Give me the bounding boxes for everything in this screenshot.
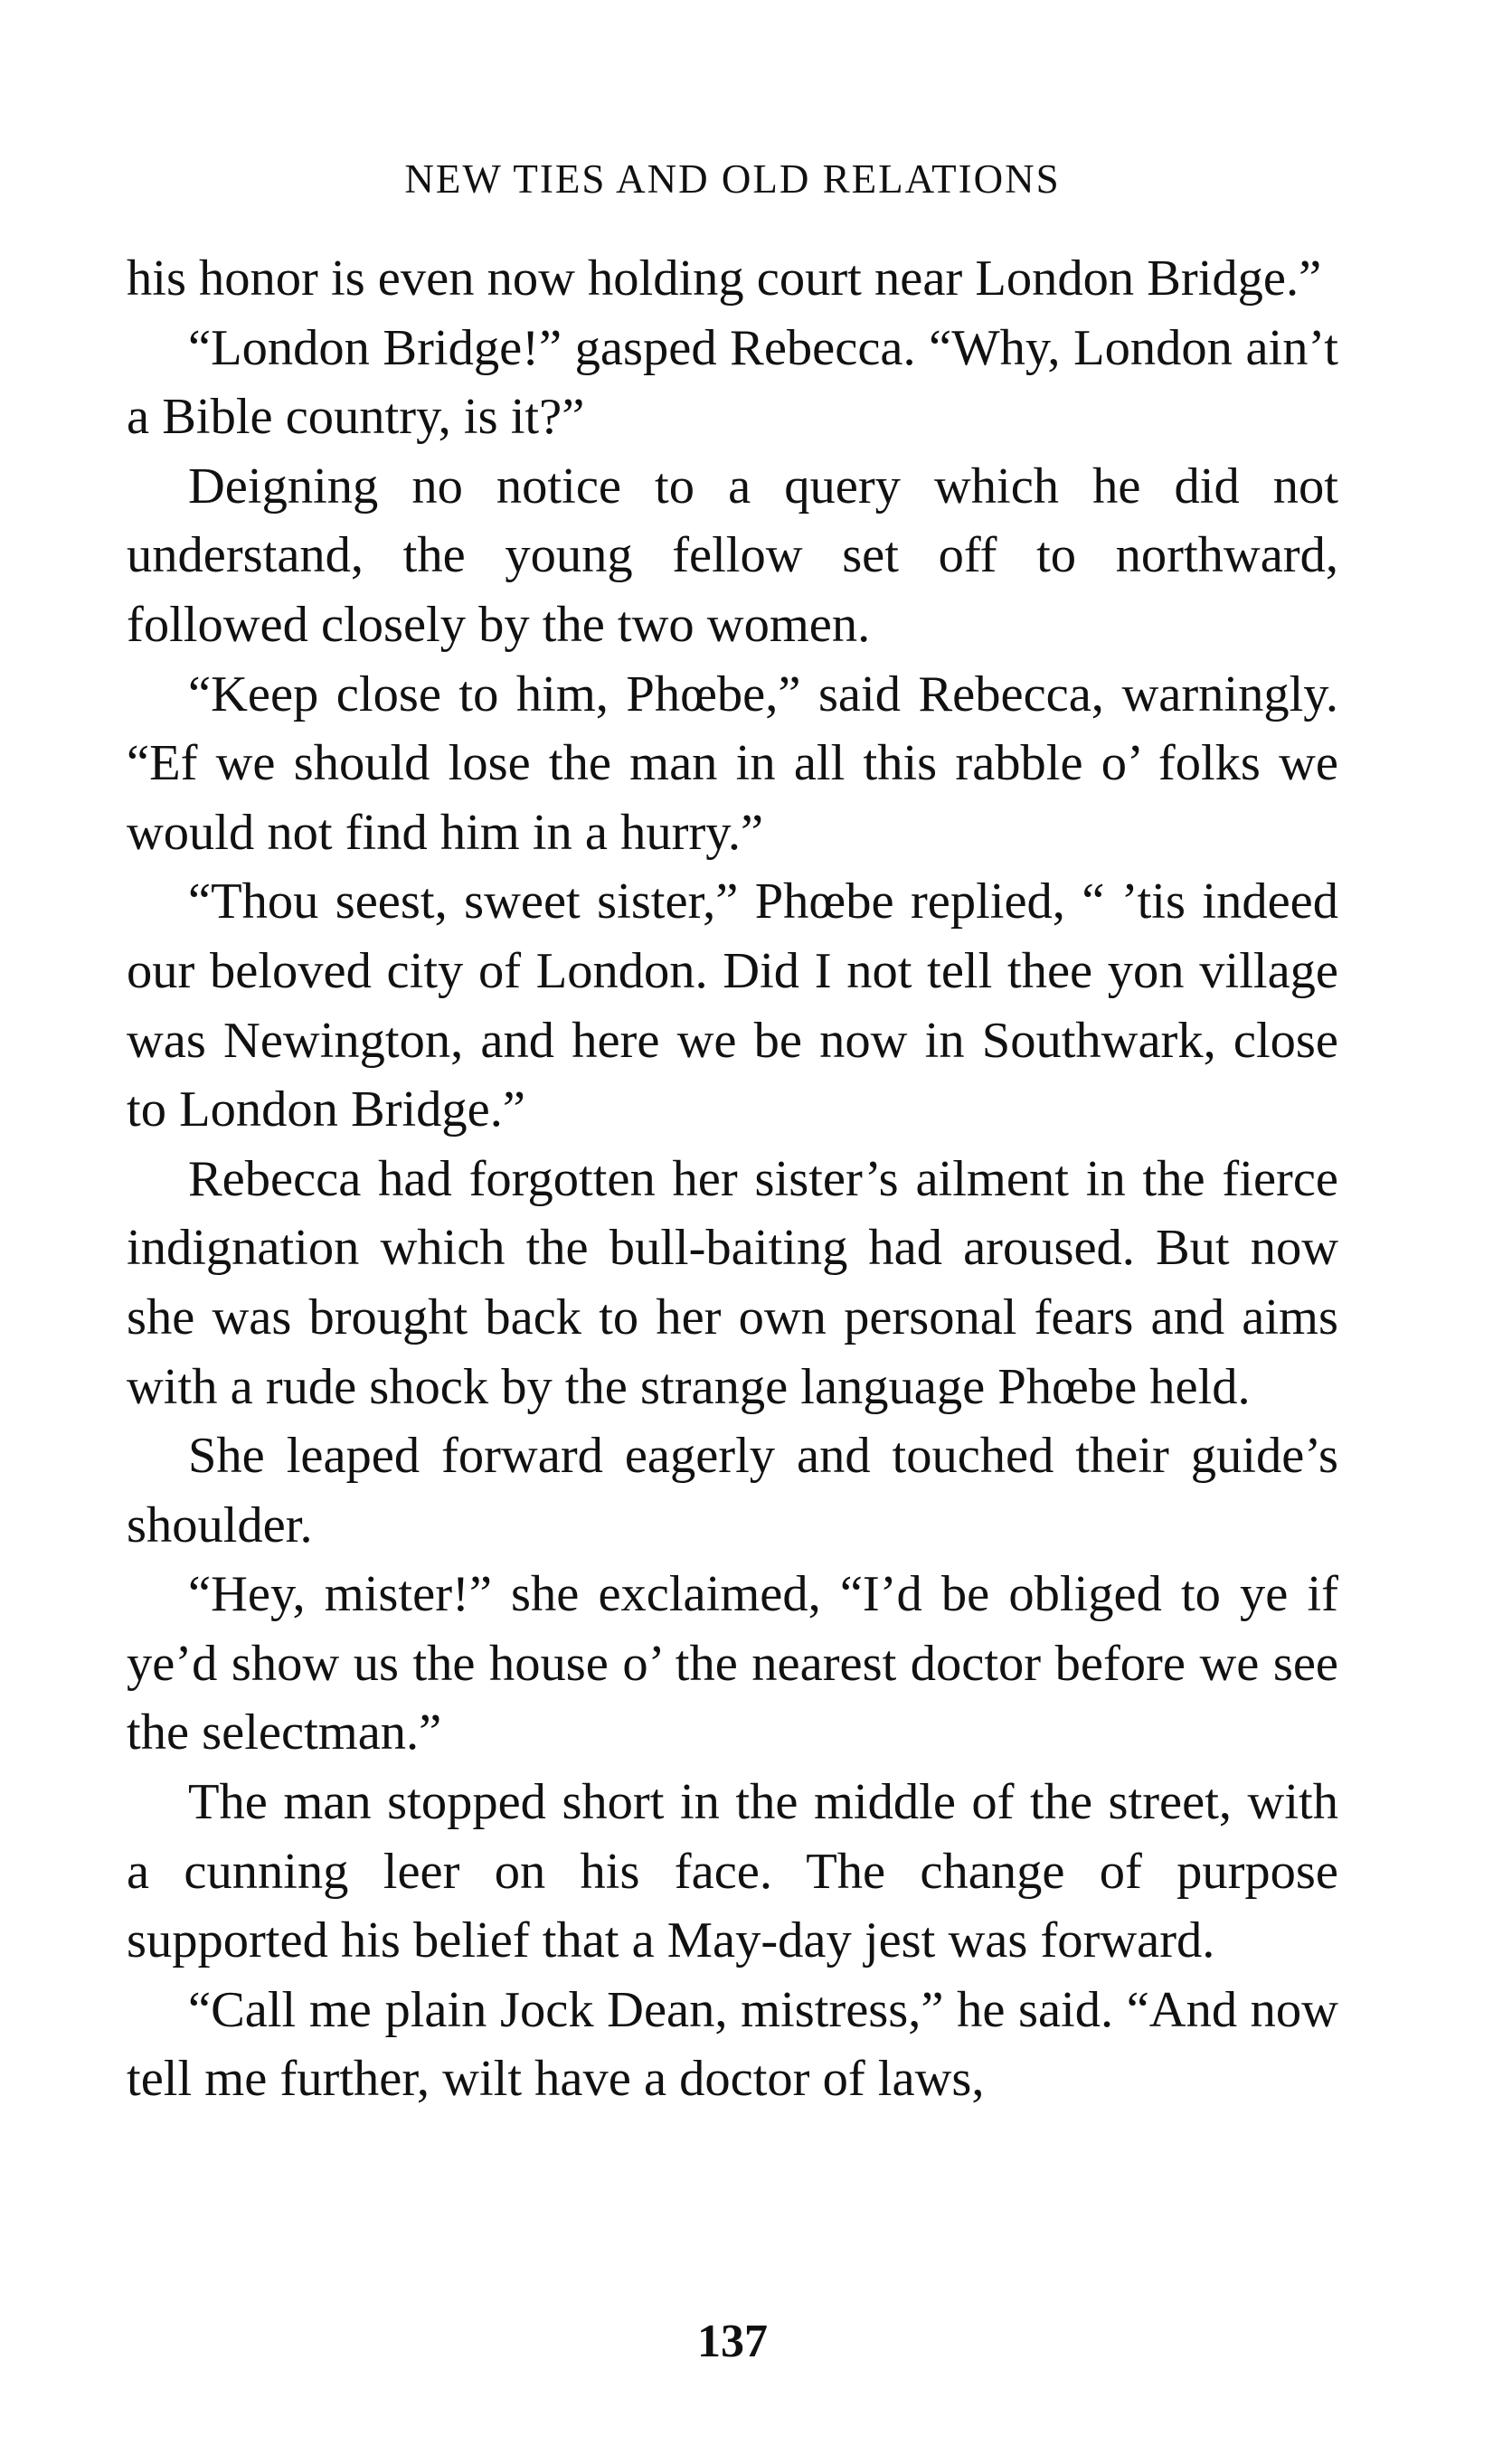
paragraph-continued: his honor is even now holding court near London Bridge.”: [127, 250, 1322, 307]
body-text: [127, 244, 1338, 2114]
paragraph: “Thou seest, sweet sister,” Phœbe replied, “ ’tis indeed our beloved city of London. Did I not tell thee yon village was Newington, and here we be now in Southwark, close to London Bridge.”: [127, 873, 1338, 1138]
page-number: 137: [697, 2316, 768, 2367]
paragraph: “Call me plain Jock Dean, mistress,” he said. “And now tell me further, wilt have a doctor of laws,: [127, 1981, 1338, 2108]
paragraph: “Keep close to him, Phœbe,” said Rebecca, warningly. “Ef we should lose the man in all this rabble o’ folks we would not find him in a hurry.”: [127, 666, 1338, 861]
running-head: NEW TIES AND OLD RELATIONS: [404, 156, 1061, 202]
paragraph: Deigning no notice to a query which he did not understand, the young fellow set off to northward, followed closely by the two women.: [127, 458, 1338, 653]
paragraph: “Hey, mister!” she exclaimed, “I’d be obliged to ye if ye’d show us the house o’ the nearest doctor before we see the selectman.”: [127, 1566, 1338, 1761]
paragraph: She leaped forward eagerly and touched their guide’s shoulder.: [127, 1428, 1338, 1553]
paragraph: “London Bridge!” gasped Rebecca. “Why, London ain’t a Bible country, is it?”: [127, 319, 1338, 446]
paragraph: The man stopped short in the middle of the street, with a cunning leer on his face. The change of purpose supported his belief that a May-day jest was forward.: [127, 1774, 1338, 1969]
paragraph: Rebecca had forgotten her sister’s ailment in the fierce indignation which the bull-baiting had aroused. But now she was brought back to her own personal fears and aims with a rude shock by the strange language Phœbe held.: [127, 1150, 1338, 1415]
